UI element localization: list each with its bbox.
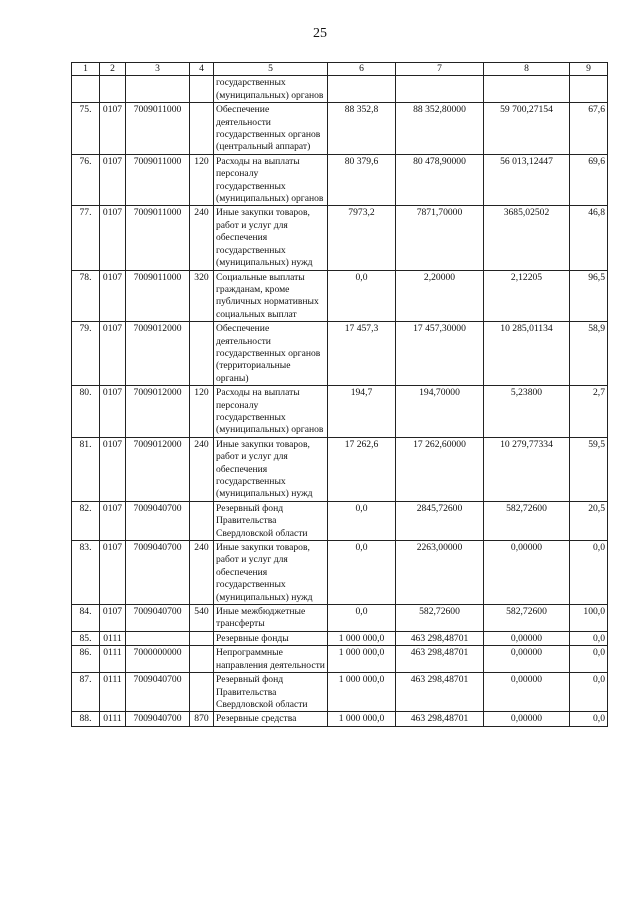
revised-amount: 463 298,48701 — [396, 631, 484, 645]
target-article-code: 7009011000 — [126, 103, 190, 155]
executed-amount: 0,00000 — [484, 673, 570, 712]
execution-percent: 96,5 — [570, 270, 608, 322]
row-number — [72, 76, 100, 103]
section-code: 0107 — [100, 154, 126, 206]
table-row — [72, 646, 608, 673]
target-article-code: 7009011000 — [126, 154, 190, 206]
target-article-code — [126, 631, 190, 645]
revised-amount: 2,20000 — [396, 270, 484, 322]
section-code: 0107 — [100, 103, 126, 155]
expense-type-code — [190, 673, 214, 712]
item-description: Иные закупки товаров, работ и услуг для обеспечения государственных (муниципальных) нужд — [214, 541, 328, 605]
col-header-6: 6 — [328, 63, 396, 76]
item-description: Обеспечение деятельности государственных органов (центральный аппарат) — [214, 103, 328, 155]
execution-percent: 46,8 — [570, 206, 608, 270]
execution-percent: 67,6 — [570, 103, 608, 155]
section-code: 0111 — [100, 673, 126, 712]
item-description: Иные закупки товаров, работ и услуг для обеспечения государственных (муниципальных) нужд — [214, 437, 328, 501]
target-article-code: 7000000000 — [126, 646, 190, 673]
row-number: 80. — [72, 386, 100, 438]
revised-amount: 463 298,48701 — [396, 646, 484, 673]
executed-amount: 10 279,77334 — [484, 437, 570, 501]
expense-type-code: 240 — [190, 206, 214, 270]
section-code — [100, 76, 126, 103]
item-description: Иные закупки товаров, работ и услуг для обеспечения государственных (муниципальных) нужд — [214, 206, 328, 270]
execution-percent: 0,0 — [570, 712, 608, 726]
table-row — [72, 270, 608, 322]
page-number: 25 — [313, 26, 327, 41]
expense-type-code — [190, 103, 214, 155]
approved-amount: 17 262,6 — [328, 437, 396, 501]
header-row — [72, 63, 608, 76]
revised-amount — [396, 76, 484, 103]
col-header-4: 4 — [190, 63, 214, 76]
row-number: 77. — [72, 206, 100, 270]
row-number: 83. — [72, 541, 100, 605]
section-code: 0111 — [100, 631, 126, 645]
section-code: 0107 — [100, 437, 126, 501]
executed-amount: 56 013,12447 — [484, 154, 570, 206]
table-row — [72, 501, 608, 540]
item-description: Расходы на выплаты персоналу государственных (муниципальных) органов — [214, 154, 328, 206]
col-header-5: 5 — [214, 63, 328, 76]
section-code: 0111 — [100, 712, 126, 726]
expense-type-code: 540 — [190, 605, 214, 632]
approved-amount: 194,7 — [328, 386, 396, 438]
execution-percent: 0,0 — [570, 541, 608, 605]
row-number: 84. — [72, 605, 100, 632]
row-number: 81. — [72, 437, 100, 501]
approved-amount: 7973,2 — [328, 206, 396, 270]
execution-percent: 0,0 — [570, 646, 608, 673]
table-row — [72, 673, 608, 712]
table-row — [72, 541, 608, 605]
item-description: Резервный фонд Правительства Свердловской области — [214, 501, 328, 540]
execution-percent: 58,9 — [570, 322, 608, 386]
item-description: Резервный фонд Правительства Свердловской области — [214, 673, 328, 712]
approved-amount: 1 000 000,0 — [328, 646, 396, 673]
col-header-8: 8 — [484, 63, 570, 76]
revised-amount: 582,72600 — [396, 605, 484, 632]
revised-amount: 17 457,30000 — [396, 322, 484, 386]
executed-amount — [484, 76, 570, 103]
approved-amount: 88 352,8 — [328, 103, 396, 155]
execution-percent — [570, 76, 608, 103]
section-code: 0107 — [100, 206, 126, 270]
item-description: Обеспечение деятельности государственных органов (территориальные органы) — [214, 322, 328, 386]
execution-percent: 20,5 — [570, 501, 608, 540]
row-number: 85. — [72, 631, 100, 645]
approved-amount: 0,0 — [328, 605, 396, 632]
section-code: 0111 — [100, 646, 126, 673]
revised-amount: 17 262,60000 — [396, 437, 484, 501]
table-row — [72, 322, 608, 386]
target-article-code: 7009012000 — [126, 437, 190, 501]
executed-amount: 0,00000 — [484, 646, 570, 673]
table-row — [72, 103, 608, 155]
execution-percent: 0,0 — [570, 631, 608, 645]
executed-amount: 5,23800 — [484, 386, 570, 438]
expense-type-code: 120 — [190, 386, 214, 438]
executed-amount: 10 285,01134 — [484, 322, 570, 386]
target-article-code: 7009012000 — [126, 322, 190, 386]
expense-type-code: 320 — [190, 270, 214, 322]
approved-amount: 0,0 — [328, 501, 396, 540]
item-description: Непрограммные направления деятельности — [214, 646, 328, 673]
item-description: Резервные фонды — [214, 631, 328, 645]
col-header-1: 1 — [72, 63, 100, 76]
revised-amount: 80 478,90000 — [396, 154, 484, 206]
row-number: 86. — [72, 646, 100, 673]
execution-percent: 2,7 — [570, 386, 608, 438]
expense-type-code — [190, 501, 214, 540]
table-row — [72, 154, 608, 206]
revised-amount: 463 298,48701 — [396, 673, 484, 712]
revised-amount: 2263,00000 — [396, 541, 484, 605]
approved-amount: 80 379,6 — [328, 154, 396, 206]
row-number: 76. — [72, 154, 100, 206]
execution-percent: 59,5 — [570, 437, 608, 501]
approved-amount: 0,0 — [328, 541, 396, 605]
executed-amount: 0,00000 — [484, 631, 570, 645]
table-row — [72, 206, 608, 270]
col-header-9: 9 — [570, 63, 608, 76]
section-code: 0107 — [100, 386, 126, 438]
table-body — [72, 76, 608, 726]
table-row — [72, 631, 608, 645]
target-article-code — [126, 76, 190, 103]
target-article-code: 7009011000 — [126, 270, 190, 322]
target-article-code: 7009040700 — [126, 605, 190, 632]
executed-amount: 582,72600 — [484, 605, 570, 632]
revised-amount: 194,70000 — [396, 386, 484, 438]
row-number: 79. — [72, 322, 100, 386]
section-code: 0107 — [100, 605, 126, 632]
table-row — [72, 437, 608, 501]
target-article-code: 7009040700 — [126, 501, 190, 540]
execution-percent: 100,0 — [570, 605, 608, 632]
target-article-code: 7009011000 — [126, 206, 190, 270]
target-article-code: 7009040700 — [126, 673, 190, 712]
revised-amount: 463 298,48701 — [396, 712, 484, 726]
approved-amount: 1 000 000,0 — [328, 631, 396, 645]
col-header-2: 2 — [100, 63, 126, 76]
expense-type-code — [190, 76, 214, 103]
expense-type-code: 120 — [190, 154, 214, 206]
approved-amount: 17 457,3 — [328, 322, 396, 386]
executed-amount: 0,00000 — [484, 712, 570, 726]
item-description: Резервные средства — [214, 712, 328, 726]
table-row — [72, 712, 608, 726]
budget-table — [71, 62, 608, 727]
approved-amount: 1 000 000,0 — [328, 673, 396, 712]
executed-amount: 2,12205 — [484, 270, 570, 322]
expense-type-code: 870 — [190, 712, 214, 726]
expense-type-code — [190, 646, 214, 673]
section-code: 0107 — [100, 322, 126, 386]
target-article-code: 7009040700 — [126, 712, 190, 726]
revised-amount: 2845,72600 — [396, 501, 484, 540]
row-number: 75. — [72, 103, 100, 155]
expense-type-code: 240 — [190, 437, 214, 501]
section-code: 0107 — [100, 541, 126, 605]
executed-amount: 0,00000 — [484, 541, 570, 605]
item-description: Расходы на выплаты персоналу государственных (муниципальных) органов — [214, 386, 328, 438]
row-number: 87. — [72, 673, 100, 712]
target-article-code: 7009040700 — [126, 541, 190, 605]
expense-type-code — [190, 631, 214, 645]
expense-type-code: 240 — [190, 541, 214, 605]
approved-amount — [328, 76, 396, 103]
col-header-7: 7 — [396, 63, 484, 76]
row-number: 82. — [72, 501, 100, 540]
revised-amount: 7871,70000 — [396, 206, 484, 270]
executed-amount: 59 700,27154 — [484, 103, 570, 155]
executed-amount: 3685,02502 — [484, 206, 570, 270]
row-number: 88. — [72, 712, 100, 726]
table-row — [72, 76, 608, 103]
execution-percent: 69,6 — [570, 154, 608, 206]
table-row — [72, 605, 608, 632]
item-description: государственных (муниципальных) органов — [214, 76, 328, 103]
col-header-3: 3 — [126, 63, 190, 76]
approved-amount: 0,0 — [328, 270, 396, 322]
revised-amount: 88 352,80000 — [396, 103, 484, 155]
row-number: 78. — [72, 270, 100, 322]
execution-percent: 0,0 — [570, 673, 608, 712]
section-code: 0107 — [100, 501, 126, 540]
approved-amount: 1 000 000,0 — [328, 712, 396, 726]
section-code: 0107 — [100, 270, 126, 322]
item-description: Иные межбюджетные трансферты — [214, 605, 328, 632]
expense-type-code — [190, 322, 214, 386]
table-row — [72, 386, 608, 438]
target-article-code: 7009012000 — [126, 386, 190, 438]
executed-amount: 582,72600 — [484, 501, 570, 540]
item-description: Социальные выплаты гражданам, кроме публичных нормативных социальных выплат — [214, 270, 328, 322]
